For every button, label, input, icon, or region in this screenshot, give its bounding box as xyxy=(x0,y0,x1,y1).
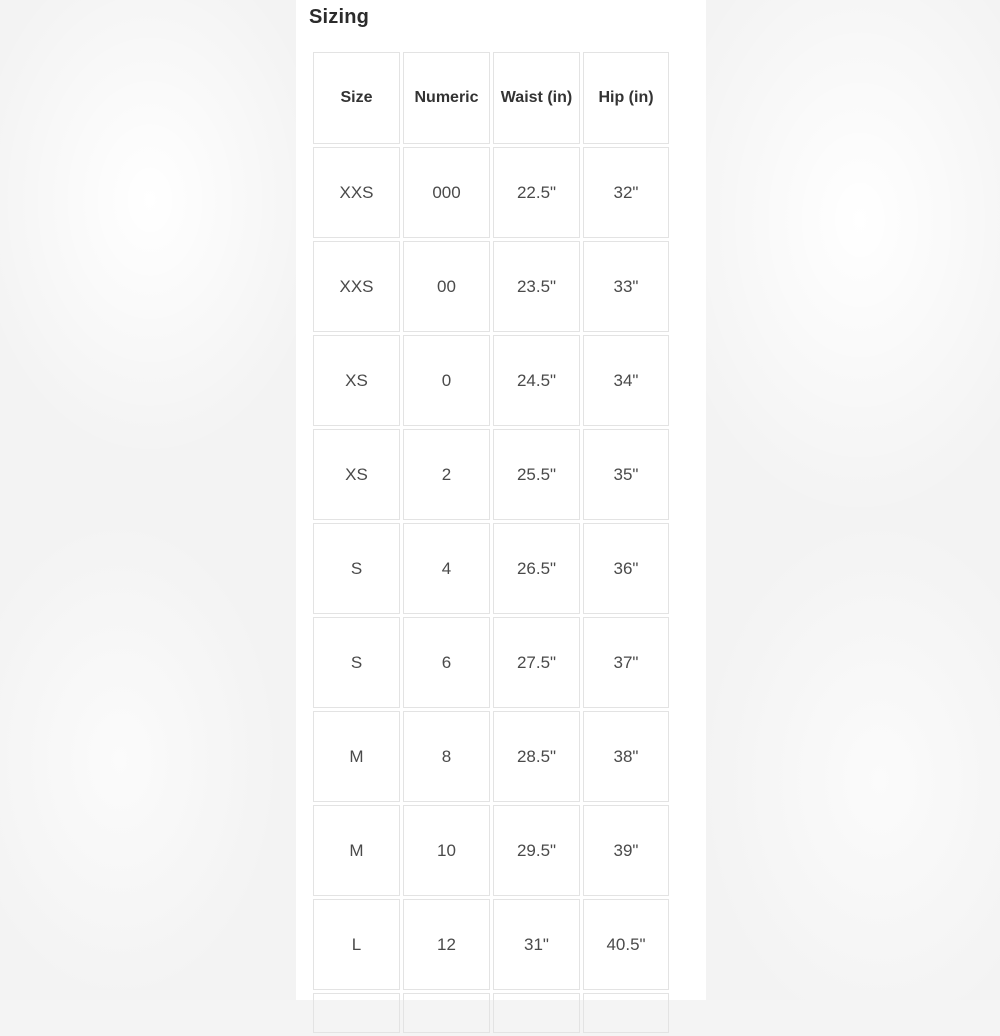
cell-hip: 38" xyxy=(583,711,669,802)
header-row xyxy=(313,52,669,144)
cell-size: XS xyxy=(313,335,400,426)
table-row xyxy=(313,335,669,426)
cell-size: L xyxy=(313,899,400,990)
cell-hip: 34" xyxy=(583,335,669,426)
table-row xyxy=(313,147,669,238)
table-row xyxy=(313,523,669,614)
cell-empty xyxy=(493,993,580,1033)
cell-size: XXS xyxy=(313,147,400,238)
table-row xyxy=(313,805,669,896)
cell-numeric: 10 xyxy=(403,805,490,896)
header-size: Size xyxy=(313,52,400,144)
cell-waist: 29.5" xyxy=(493,805,580,896)
cell-waist: 31" xyxy=(493,899,580,990)
cell-hip: 37" xyxy=(583,617,669,708)
cell-hip: 36" xyxy=(583,523,669,614)
cell-empty xyxy=(313,993,400,1033)
cell-numeric: 00 xyxy=(403,241,490,332)
cell-empty xyxy=(403,993,490,1033)
cell-waist: 24.5" xyxy=(493,335,580,426)
cell-waist: 27.5" xyxy=(493,617,580,708)
cell-hip: 35" xyxy=(583,429,669,520)
cell-hip: 40.5" xyxy=(583,899,669,990)
table-row-partial xyxy=(313,993,669,1033)
cell-hip: 33" xyxy=(583,241,669,332)
cell-numeric: 6 xyxy=(403,617,490,708)
cell-size: M xyxy=(313,805,400,896)
table-row xyxy=(313,617,669,708)
cell-numeric: 2 xyxy=(403,429,490,520)
table-row xyxy=(313,711,669,802)
table-row xyxy=(313,241,669,332)
cell-size: XS xyxy=(313,429,400,520)
table-row xyxy=(313,429,669,520)
size-chart-table xyxy=(310,49,672,1036)
cell-numeric: 0 xyxy=(403,335,490,426)
sizing-title: Sizing xyxy=(309,6,370,28)
cell-waist: 23.5" xyxy=(493,241,580,332)
header-hip: Hip (in) xyxy=(583,52,669,144)
cell-size: S xyxy=(313,523,400,614)
cell-waist: 26.5" xyxy=(493,523,580,614)
table-row xyxy=(313,899,669,990)
header-numeric: Numeric xyxy=(403,52,490,144)
cell-hip: 32" xyxy=(583,147,669,238)
cell-numeric: 12 xyxy=(403,899,490,990)
cell-waist: 25.5" xyxy=(493,429,580,520)
cell-numeric: 4 xyxy=(403,523,490,614)
cell-size: S xyxy=(313,617,400,708)
sizing-panel xyxy=(296,0,706,1000)
cell-numeric: 8 xyxy=(403,711,490,802)
cell-waist: 28.5" xyxy=(493,711,580,802)
cell-numeric: 000 xyxy=(403,147,490,238)
cell-waist: 22.5" xyxy=(493,147,580,238)
cell-empty xyxy=(583,993,669,1033)
cell-size: M xyxy=(313,711,400,802)
header-waist: Waist (in) xyxy=(493,52,580,144)
cell-size: XXS xyxy=(313,241,400,332)
cell-hip: 39" xyxy=(583,805,669,896)
